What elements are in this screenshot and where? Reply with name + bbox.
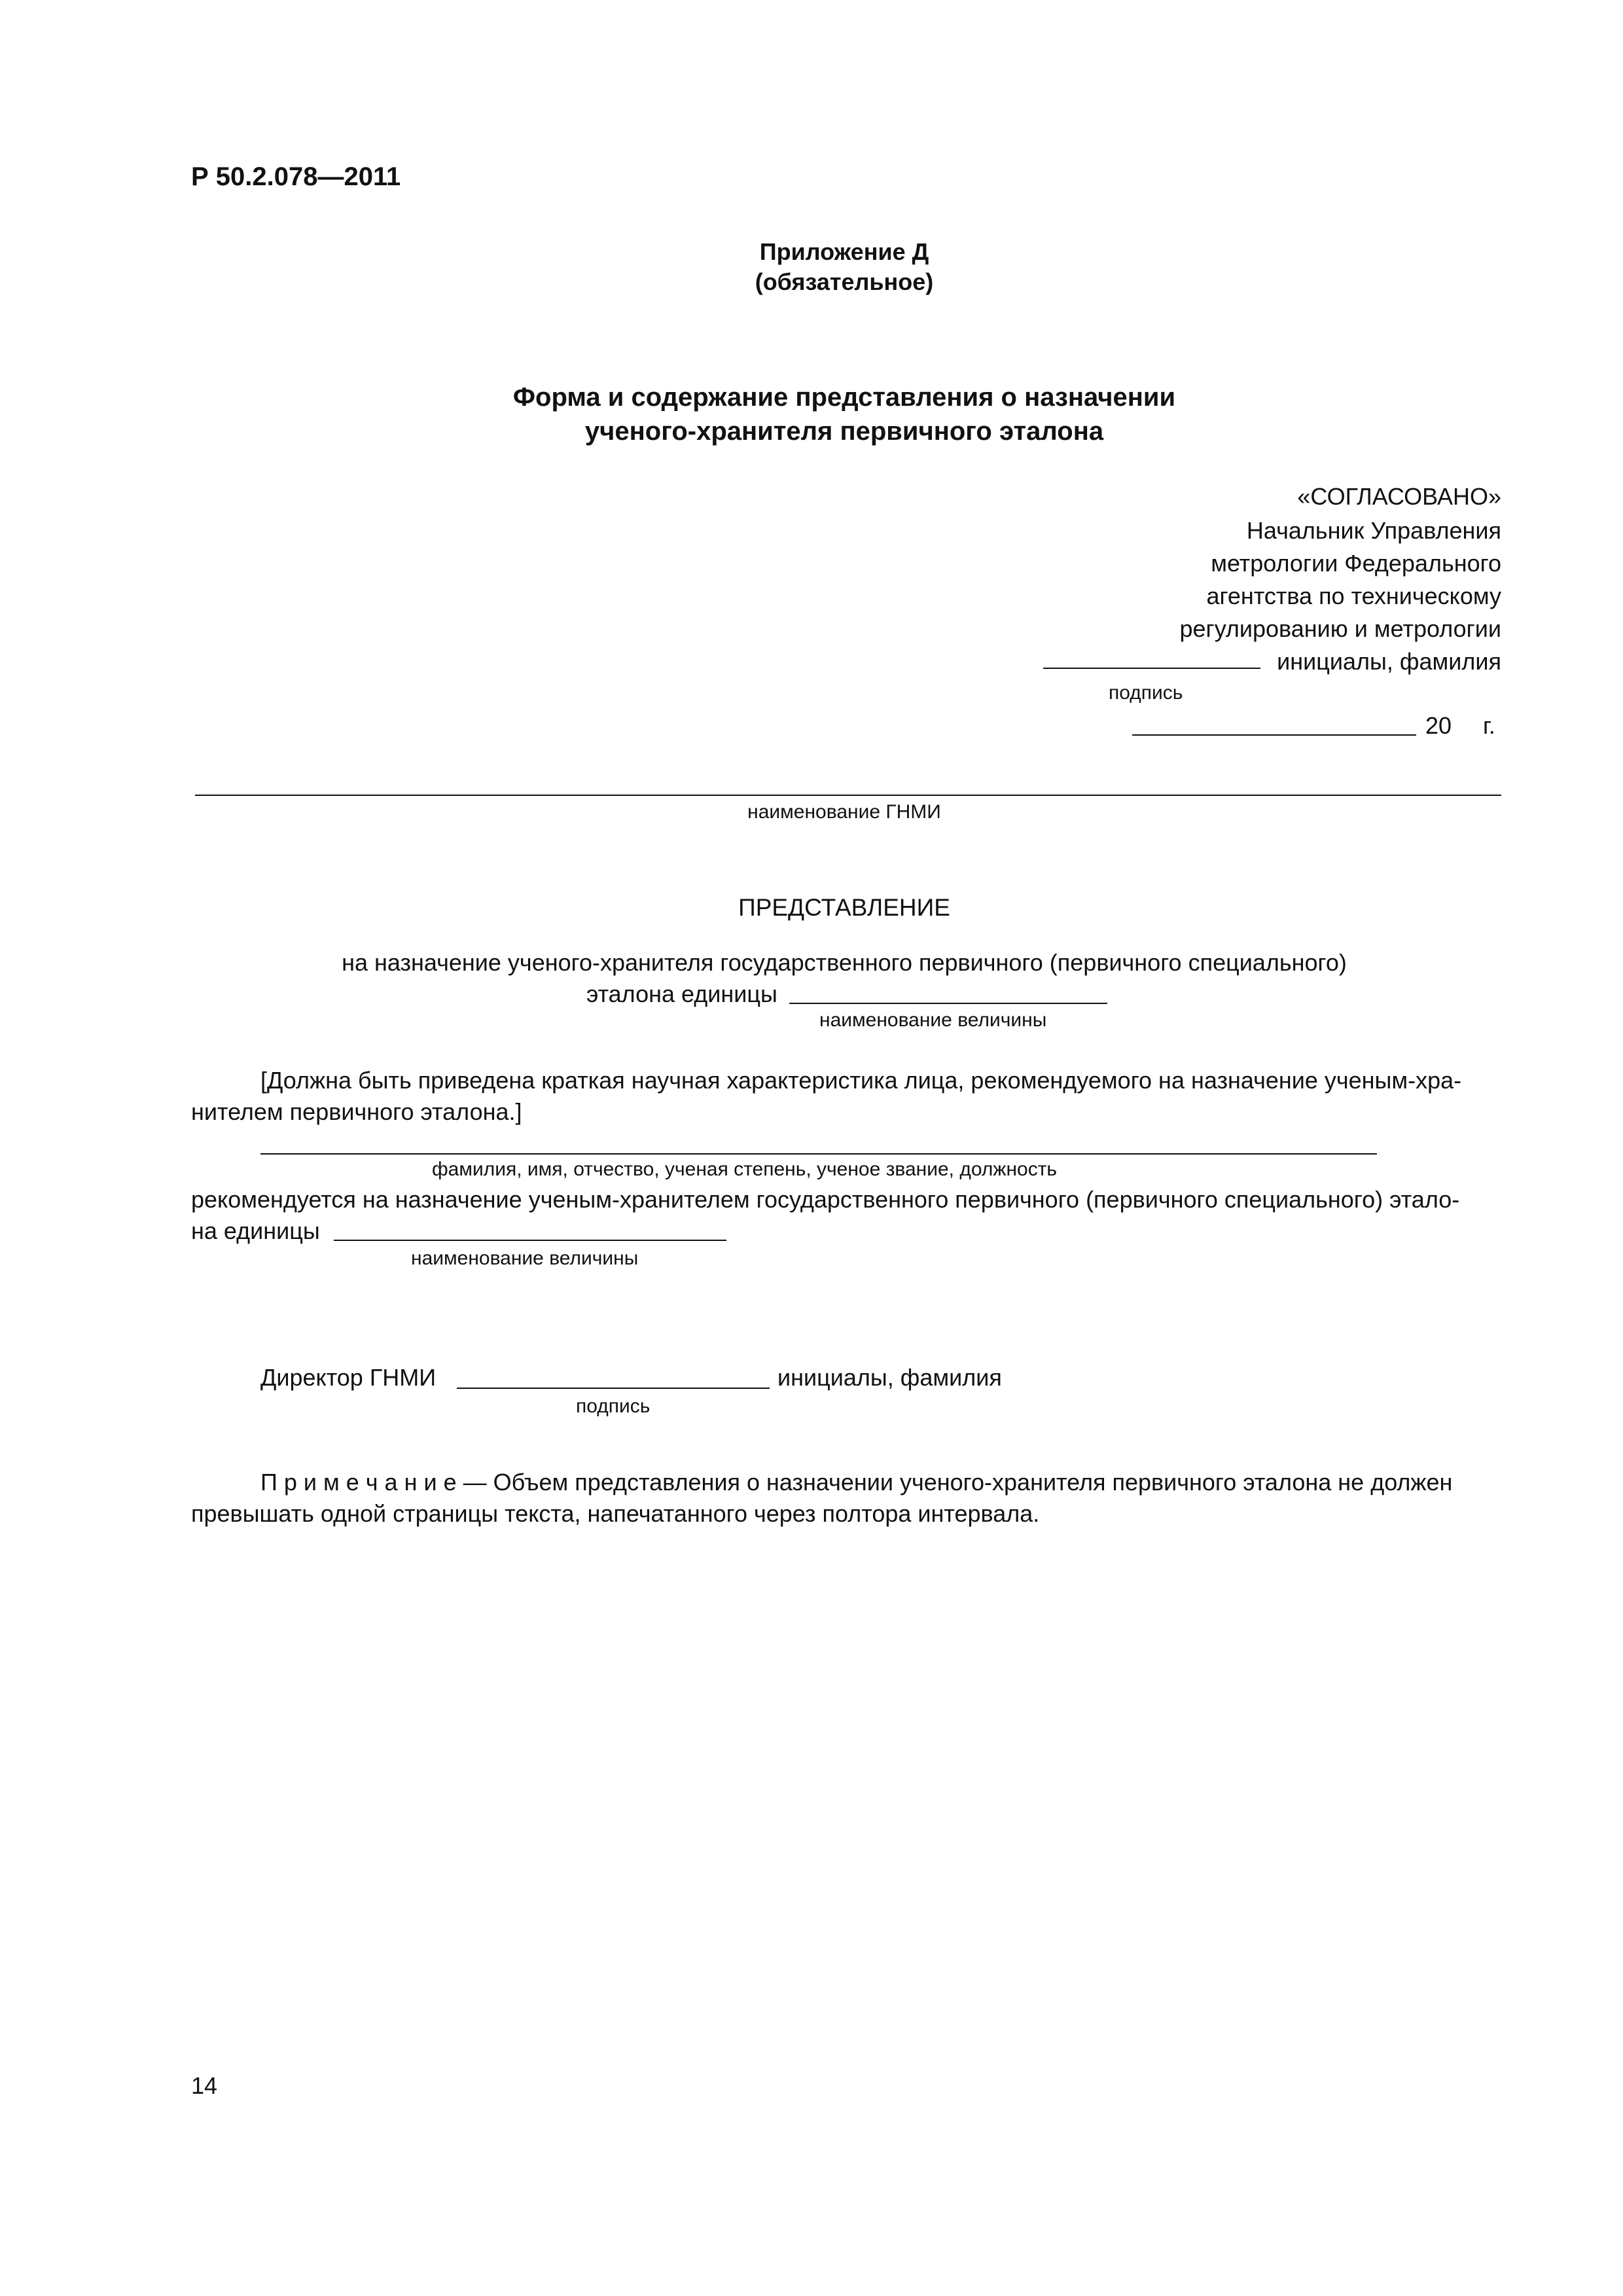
approval-year-suffix: г. (1483, 712, 1495, 739)
approval-line3: агентства по техническому (1206, 583, 1501, 609)
note-line1: — Объем представления о назначении ученого-хранителя первичного эталона не должен (463, 1469, 1453, 1496)
representation-quantity-line (789, 1003, 1107, 1004)
approval-year-prefix: 20 (1425, 712, 1452, 739)
representation-quantity-caption: наименование величины (819, 1009, 1047, 1031)
approval-line2: метрологии Федерального (1211, 550, 1501, 577)
approval-line4: регулированию и метрологии (1179, 615, 1501, 642)
document-code: Р 50.2.078—2011 (191, 162, 401, 191)
body-quantity-caption: наименование величины (411, 1247, 639, 1269)
body-para2-line2-prefix: на единицы (191, 1217, 320, 1244)
director-signature-line (457, 1388, 770, 1389)
director-label: Директор ГНМИ (260, 1364, 437, 1391)
body-para2-line1: рекомендуется на назначение ученым-хранителем государственного первичного (первичного специального) этало- (191, 1186, 1460, 1213)
note-line2: превышать одной страницы текста, напечатанного через полтора интервала. (191, 1500, 1040, 1527)
approval-initials-label: инициалы, фамилия (1277, 648, 1501, 675)
form-title-line1: Форма и содержание представления о назначении (512, 383, 1176, 412)
note-label: П р и м е ч а н и е (260, 1469, 457, 1496)
approval-signature-caption: подпись (1109, 682, 1183, 704)
appendix-subtitle: (обязательное) (755, 268, 934, 295)
representation-line2-prefix: эталона единицы (586, 980, 777, 1007)
body-para1-line2: нителем первичного эталона.] (191, 1098, 522, 1125)
approval-signature-line (1043, 668, 1260, 669)
note-block (260, 1466, 1452, 1499)
director-signature-caption: подпись (576, 1395, 651, 1417)
body-para1-line1: [Должна быть приведена краткая научная характеристика лица, рекомендуемого на назначение ученым-хра- (260, 1067, 1462, 1094)
approval-stamp: «СОГЛАСОВАНО» (1297, 483, 1501, 510)
page-number: 14 (191, 2072, 218, 2099)
representation-line1: на назначение ученого-хранителя государственного первичного (первичного специального) (342, 949, 1347, 976)
body-quantity-line (334, 1240, 726, 1241)
person-details-line (260, 1153, 1377, 1155)
representation-heading: ПРЕДСТАВЛЕНИЕ (738, 894, 950, 921)
person-details-caption: фамилия, имя, отчество, ученая степень, ученое звание, должность (432, 1158, 1058, 1180)
appendix-title: Приложение Д (759, 238, 929, 265)
gnmi-name-line (195, 795, 1501, 796)
gnmi-name-caption: наименование ГНМИ (747, 801, 941, 823)
approval-line1: Начальник Управления (1246, 517, 1501, 544)
form-title-line2: ученого-хранителя первичного эталона (584, 417, 1104, 446)
approval-date-line (1132, 734, 1416, 736)
director-initials-label: инициалы, фамилия (777, 1364, 1002, 1391)
